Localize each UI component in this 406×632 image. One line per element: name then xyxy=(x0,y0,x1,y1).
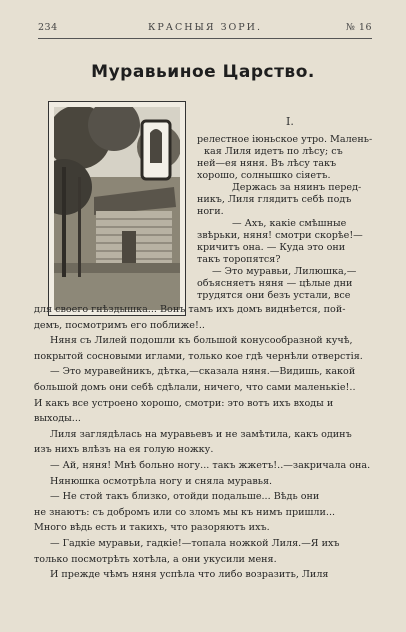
header-rule xyxy=(38,38,372,39)
text-line: трудятся они безъ устали, все xyxy=(197,290,351,301)
running-head xyxy=(38,22,372,38)
text-line: релестное іюньское утро. Малень- xyxy=(197,134,373,145)
text-line: большой домъ они себѣ сдѣлали, ничего, что сами маленькіе!.. xyxy=(34,382,356,393)
text-line: Много вѣдь есть и такихъ, что разоряютъ ихъ. xyxy=(34,522,270,534)
text-line: — Это муравьи, Лилюшка,— xyxy=(212,266,357,277)
text-line: — Ахъ, какіе смѣшные xyxy=(232,218,347,229)
chapter-number: I. xyxy=(286,115,294,128)
text-line: — Гадкіе муравьи, гадкіе!—топала ножкой Лиля.—Я ихъ xyxy=(50,538,340,549)
text-line: хорошо, солнышко сіяетъ. xyxy=(197,170,331,181)
text-line: ноги. xyxy=(197,206,224,217)
article-title: Муравьиное Царство. xyxy=(91,62,315,82)
page-number: 234 xyxy=(38,22,58,33)
text-line: Няня съ Лилей подошли къ большой конусообразной кучѣ, xyxy=(50,335,353,347)
text-line: — Ай, няня! Мнѣ больно ногу... такъ жжетъ!..—закричала она. xyxy=(50,460,371,471)
text-line: такъ торопятся? xyxy=(197,254,281,265)
text-line: Держась за няинъ перед- xyxy=(232,182,362,193)
illustration xyxy=(48,101,186,316)
text-line: Нянюшка осмотрѣла ногу и сняла муравья. xyxy=(50,475,273,487)
text-line: кричитъ она. — Куда это они xyxy=(197,242,346,253)
text-line: кая Лиля идетъ по лѣсу; съ xyxy=(204,146,343,157)
text-line: ней—ея няня. Въ лѣсу такъ xyxy=(197,158,337,169)
text-line: И прежде чѣмъ няня успѣла что либо возразить, Лиля xyxy=(50,569,329,581)
text-line: объясняетъ няня — цѣлые дни xyxy=(197,278,353,289)
text-line: Лиля заглядѣлась на муравьевъ и не замѣтила, какъ одинъ xyxy=(50,428,352,440)
issue-number: № 16 xyxy=(345,22,372,33)
text-line: демъ, посмотримъ его поближе!.. xyxy=(34,319,205,331)
text-line: только посмотрѣть хотѣла, а они укусили меня. xyxy=(34,553,277,565)
text-line: покрытой сосновыми иглами, только кое гдѣ чернѣли отверстія. xyxy=(34,350,363,362)
text-line: — Не стой такъ близко, отойди подальше... Вѣдь они xyxy=(50,491,320,503)
text-line: выходы... xyxy=(34,413,81,425)
text-line: для своего гнѣздышка... Вонъ тамъ ихъ домъ виднѣется, пой- xyxy=(34,304,346,315)
journal-title: КРАСНЫЯ ЗОРИ. xyxy=(148,22,262,33)
house-in-forest-illustration xyxy=(54,107,180,310)
text-line: изъ нихъ влѣзъ на ея голую ножку. xyxy=(34,444,214,456)
text-line: никъ, Лиля глядитъ себѣ подъ xyxy=(197,194,352,205)
text-line: не знаютъ: съ добромъ или со зломъ мы къ нимъ пришли... xyxy=(34,506,336,518)
text-line: — Это муравейникъ, дѣтка,—сказала няня.—Видишь, какой xyxy=(50,366,356,378)
text-line: звѣрьки, няня! смотри скорѣе!— xyxy=(197,230,363,241)
text-line: И какъ все устроено хорошо, смотри: это вотъ ихъ входы и xyxy=(34,397,334,409)
